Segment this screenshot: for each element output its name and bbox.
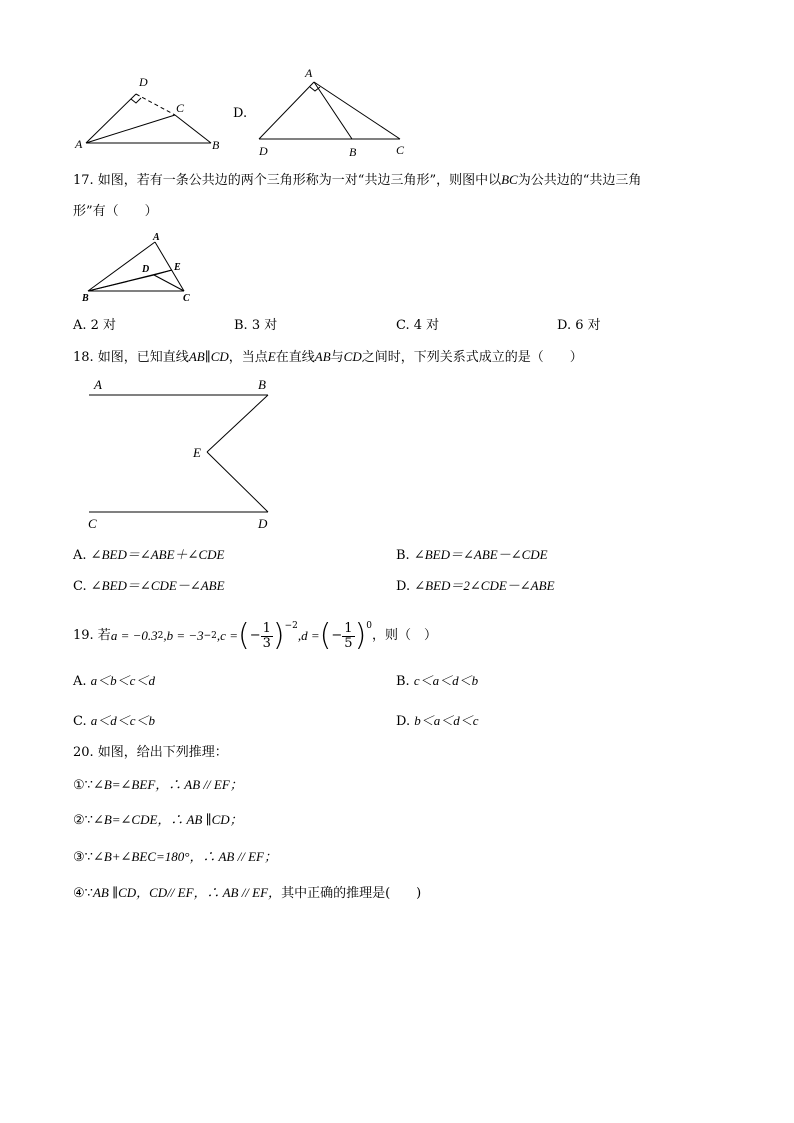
label-b: B bbox=[349, 145, 357, 159]
label-b: B bbox=[258, 377, 266, 392]
q19-suffix: ，则（ ） bbox=[372, 628, 438, 643]
q19-prefix: 19. 若 bbox=[73, 628, 111, 643]
option-text: ∠BED＝∠CDE－∠ABE bbox=[90, 578, 225, 593]
option-prefix: A. bbox=[73, 674, 87, 689]
q18-e: E bbox=[267, 349, 276, 364]
q18-text-b: ，当点 bbox=[228, 350, 268, 365]
label-d: D bbox=[259, 144, 268, 158]
q19-a-expr: a = −0.3 bbox=[110, 628, 158, 643]
option-text: ∠BED＝2∠CDE－∠ABE bbox=[414, 578, 555, 593]
q19-paren-open: ( bbox=[237, 618, 250, 653]
q19-d-den: 5 bbox=[344, 635, 353, 651]
q19-option-d[interactable] bbox=[396, 713, 479, 730]
q17-bc: BC bbox=[501, 172, 518, 187]
q17-text-end: 为公共边的“共边三角 bbox=[517, 173, 642, 188]
option-prefix: D. bbox=[396, 579, 411, 594]
q20-reason-1 bbox=[73, 777, 243, 794]
q19-option-c[interactable] bbox=[73, 713, 155, 730]
q19-b-exp: −2 bbox=[203, 631, 217, 641]
reason-number: ③∵ bbox=[73, 850, 93, 865]
option-prefix: B. bbox=[396, 548, 410, 563]
option-text: c＜a＜d＜b bbox=[413, 673, 479, 688]
reason-number: ①∵ bbox=[73, 778, 93, 793]
reason-text: ∠B=∠CDE，∴ AB ∥CD； bbox=[92, 812, 243, 827]
label-c: C bbox=[176, 101, 185, 115]
q19-b-expr: ,b = −3 bbox=[163, 628, 204, 643]
option-text: b＜a＜d＜c bbox=[414, 713, 479, 728]
option-prefix: C. bbox=[73, 579, 87, 594]
reason-text: AB ∥CD，CD// EF，∴ AB // EF， bbox=[92, 885, 282, 900]
label-a: A bbox=[75, 137, 83, 151]
q16-option-d-label: D. bbox=[233, 106, 248, 121]
label-e: E bbox=[174, 262, 181, 273]
q17-option-d[interactable]: D. 6 对 bbox=[557, 318, 601, 333]
option-text: ∠BED＝∠ABE＋∠CDE bbox=[90, 547, 225, 562]
q19-c-den: 3 bbox=[262, 635, 271, 651]
q20-reason-4 bbox=[73, 885, 421, 902]
q20-reason-3 bbox=[73, 849, 277, 866]
q19-c-minus: − bbox=[249, 628, 261, 643]
option-prefix: C. bbox=[73, 714, 87, 729]
label-d: D bbox=[258, 516, 268, 531]
reason-number: ④∵ bbox=[73, 886, 93, 901]
q20-stem: 20. 如图，给出下列推理： bbox=[73, 745, 228, 760]
label-a: A bbox=[94, 377, 102, 392]
q17-option-b[interactable]: B. 3 对 bbox=[234, 318, 278, 333]
option-text: a＜d＜c＜b bbox=[90, 713, 156, 728]
q18-figure bbox=[80, 372, 280, 534]
q18-option-b[interactable] bbox=[396, 547, 548, 564]
q19-paren-close: ) bbox=[272, 618, 285, 653]
q18-text-e: 之间时，下列关系式成立的是（ ） bbox=[361, 350, 583, 365]
q19-d-minus: − bbox=[331, 628, 343, 643]
option-prefix: A. bbox=[73, 548, 87, 563]
q18-option-a[interactable] bbox=[73, 547, 224, 564]
label-d: D bbox=[142, 264, 150, 275]
q18-option-d[interactable] bbox=[396, 578, 555, 595]
q19-d-fraction bbox=[342, 622, 354, 651]
q18-ab: AB bbox=[314, 349, 331, 364]
q17-stem-line2: 形”有（ ） bbox=[73, 204, 158, 219]
q19-d-num: 1 bbox=[344, 620, 353, 636]
label-c: C bbox=[396, 143, 405, 157]
q18-text-d: 与 bbox=[330, 350, 344, 365]
q19-d-exp: 0 bbox=[366, 621, 373, 631]
label-b: B bbox=[82, 293, 89, 304]
q16-figure-c bbox=[70, 72, 220, 152]
q17-option-c[interactable]: C. 4 对 bbox=[396, 318, 440, 333]
q17-stem-line1 bbox=[73, 172, 641, 189]
q19-a-exp: 2 bbox=[157, 631, 164, 641]
q19-c-expr: ,c = bbox=[216, 628, 238, 643]
q17-option-a[interactable]: A. 2 对 bbox=[73, 318, 117, 333]
q18-stem bbox=[73, 349, 583, 366]
option-prefix: B. bbox=[396, 674, 410, 689]
q19-c-fraction bbox=[261, 622, 273, 651]
q19-option-b[interactable] bbox=[396, 673, 478, 690]
q18-option-c[interactable] bbox=[73, 578, 225, 595]
q19-c-exp: −2 bbox=[284, 621, 298, 631]
label-c: C bbox=[183, 293, 190, 304]
q19-c-num: 1 bbox=[262, 620, 271, 636]
q20-reason-2 bbox=[73, 812, 243, 829]
q19-d-expr: ,d = bbox=[297, 628, 320, 643]
q19-paren-close: ) bbox=[354, 618, 367, 653]
q18-ab-cd: AB∥CD bbox=[188, 349, 229, 364]
question-prompt: 其中正确的推理是( ) bbox=[281, 886, 422, 901]
q19-option-a[interactable] bbox=[73, 673, 155, 690]
option-text: ∠BED＝∠ABE－∠CDE bbox=[413, 547, 548, 562]
q18-text-c: 在直线 bbox=[275, 350, 315, 365]
label-b: B bbox=[212, 138, 220, 152]
q19-paren-open: ( bbox=[319, 618, 332, 653]
label-e: E bbox=[193, 445, 201, 460]
reason-number: ②∵ bbox=[73, 813, 93, 828]
q18-cd: CD bbox=[343, 349, 362, 364]
label-a: A bbox=[153, 232, 160, 243]
label-c: C bbox=[88, 516, 97, 531]
q18-text-a: 18. 如图，已知直线 bbox=[73, 350, 189, 365]
q17-text: 17. 如图，若有一条公共边的两个三角形称为一对“共边三角形”，则图中以 bbox=[73, 173, 502, 188]
option-text: a＜b＜c＜d bbox=[90, 673, 155, 688]
label-a: A bbox=[305, 66, 313, 80]
reason-text: ∠B=∠BEF，∴ AB // EF； bbox=[92, 777, 243, 792]
q17-figure bbox=[76, 228, 206, 308]
q16-figure-d bbox=[250, 62, 420, 162]
label-d: D bbox=[139, 75, 148, 89]
reason-text: ∠B+∠BEC=180°，∴ AB // EF； bbox=[92, 849, 277, 864]
option-prefix: D. bbox=[396, 714, 411, 729]
q19-stem bbox=[73, 614, 437, 658]
